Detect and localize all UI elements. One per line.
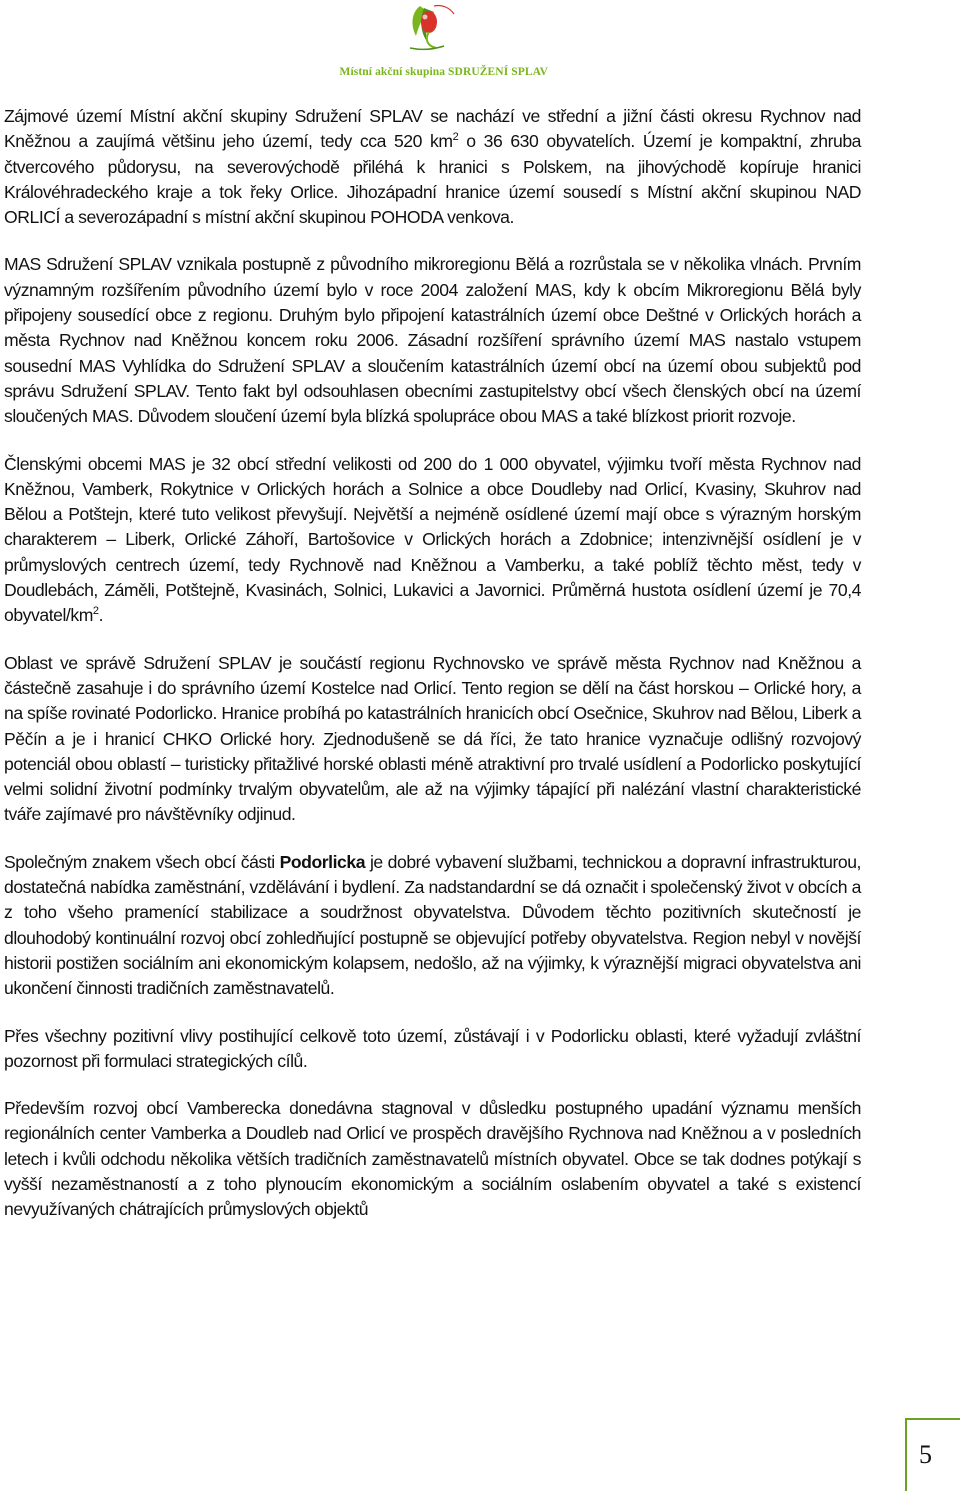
page-number: 5: [919, 1440, 932, 1469]
text-run: je dobré vybavení službami, technickou a dopravní infrastrukturou, dostatečná nabídka zaměstnání, vzdělávání i bydlení. Za nadstandardní se dá označit i společenský život v obcích a z toho všeho pramenící stabilizace a soudržnost obyvatelstva. Důvodem těchto pozitivních skutečností je dlouhodobý kontinuální rozvoj obcí zohledňující postupně se objevující potřeby obyvatelstva. Region nebyl v novější historii postižen sociálním ani ekonomickým kolapsem, nedošlo, až na výjimky, k výraznější migraci obyvatelstva ani ukončení činnosti tradičních zaměstnavatelů.: [4, 851, 861, 999]
paragraph-member-municipalities: [4, 452, 861, 629]
document-body: [4, 104, 861, 1245]
page-number-box: [905, 1418, 960, 1491]
superscript: 2: [452, 131, 459, 144]
text-run: Členskými obcemi MAS je 32 obcí střední velikosti od 200 do 1 000 obyvatel, výjimku tvoří města Rychnov nad Kněžnou, Vamberk, Rokytnice v Orlických horách a Solnice a obce Doudleby nad Orlicí, Kvasiny, Skuhrov nad Bělou a Potštejn, které tuto velikost převyšují. Největší a nejméně osídlené území mají obce s výrazným horským charakterem – Liberk, Orlické Záhoří, Bartošovice v Orlických horách a Zdobnice; intenzivnější osídlení je v průmyslových centrech území, tedy Rychnově nad Kněžnou a Vamberku, a také poblíž těchto měst, tedy v Doudlebách, Záměli, Potštejně, Kvasinách, Solnici, Lukavici a Javornici. Průměrná hustota osídlení území je 70,4 obyvatel/km: [4, 453, 861, 626]
paragraph-podorlicko: [4, 850, 861, 1002]
paragraph-attention: Přes všechny pozitivní vlivy postihující celkově toto území, zůstávají i v Podorlicku oblasti, které vyžadují zvláštní pozornost při formulaci strategických cílů.: [4, 1025, 861, 1071]
divider-line: [905, 1418, 907, 1491]
paragraph-territory: [4, 104, 861, 230]
text-run: Společným znakem všech obcí části: [4, 851, 280, 872]
paragraph-history: MAS Sdružení SPLAV vznikala postupně z původního mikroregionu Bělá a rozrůstala se v několika vlnách. Prvním významným rozšířením původního území bylo v roce 2004 založení MAS, kdy k obcím Mikroregionu Bělá byly připojeny sousedící obce z regionu. Druhým bylo připojení katastrálních území obce Deštné v Orlických horách a města Rychnov nad Kněžnou koncem roku 2006. Zásadní rozšíření správního území MAS nastalo vstupem sousední MAS Vyhlídka do Sdružení SPLAV a sloučením katastrálních území obcí na území obou subjektů pod správu Sdružení SPLAV. Tento fakt byl odsouhlasen obecními zastupitelstvy obcí všech členských obcí na území sloučených MAS. Důvodem sloučení území byla blízká spolupráce obou MAS a také blízkost priorit rozvoje.: [4, 254, 861, 427]
text-run: o 36 630 obyvatelích. Území je kompaktní, zhruba čtvercového půdorysu, na severovýchodě přiléhá k hranici s Polskem, na jihovýchodě kopíruje hranici Královéhradeckého kraje a tok řeky Orlice. Jihozápadní hranice území sousedí s Místní akční skupinou NAD ORLICÍ a severozápadní s místní akční skupinou POHODA venkova.: [4, 131, 861, 228]
paragraph-region: Oblast ve správě Sdružení SPLAV je součástí regionu Rychnovsko ve správě města Rychnov nad Kněžnou a částečně zasahuje i do správního území Kostelce nad Orlicí. Tento region se dělí na část horskou – Orlické hory, a na spíše rovinaté Podorlicko. Hranice probíhá po katastrálních hranicích obcí Osečnice, Skuhrov nad Bělou, Liberk a Pěčín a je i hranicí CHKO Orlické hory. Zjednodušeně se dá říci, že tato hranice vyznačuje odlišný rozvojový potenciál obou oblastí – turisticky přitažlivé horské oblasti méně atraktivní pro trvalé usídlení a Podorlicko poskytující velmi solidní životní podmínky trvalým obyvatelům, ale až na výjimky tápající při nalézání vlastní charakteristické tváře zajímavé pro návštěvníky odjinud.: [4, 652, 861, 825]
organization-name: Místní akční skupina SDRUŽENÍ SPLAV: [339, 66, 548, 78]
text-run: .: [98, 605, 104, 626]
superscript: 2: [92, 605, 99, 618]
text-run: Zájmové území Místní akční skupiny Sdružení SPLAV se nachází ve střední a jižní části okresu Rychnov nad Kněžnou a zaujímá většinu jeho území, tedy cca 520 km: [4, 106, 861, 152]
bold-term: Podorlicka: [279, 851, 366, 872]
page-header: [0, 0, 960, 90]
paragraph-vamberecko: Především rozvoj obcí Vamberecka donedávna stagnoval v důsledku postupného upadání významu menších regionálních center Vamberka a Doudleb nad Orlicí ve prospěch dravějšího Rychnova nad Kněžnou a v posledních letech i kvůli odchodu několika větších tradičních zaměstnavatelů místních obyvatel. Obce se tak dodnes potýkají s vyšší nezaměstnaností a z toho plynoucím ekonomickým a sociálním oslabením obyvatel a také s existencí nevyužívaných chátrajících průmyslových objektů: [4, 1098, 861, 1220]
divider-line: [905, 1418, 960, 1420]
splav-logo: [398, 2, 460, 54]
